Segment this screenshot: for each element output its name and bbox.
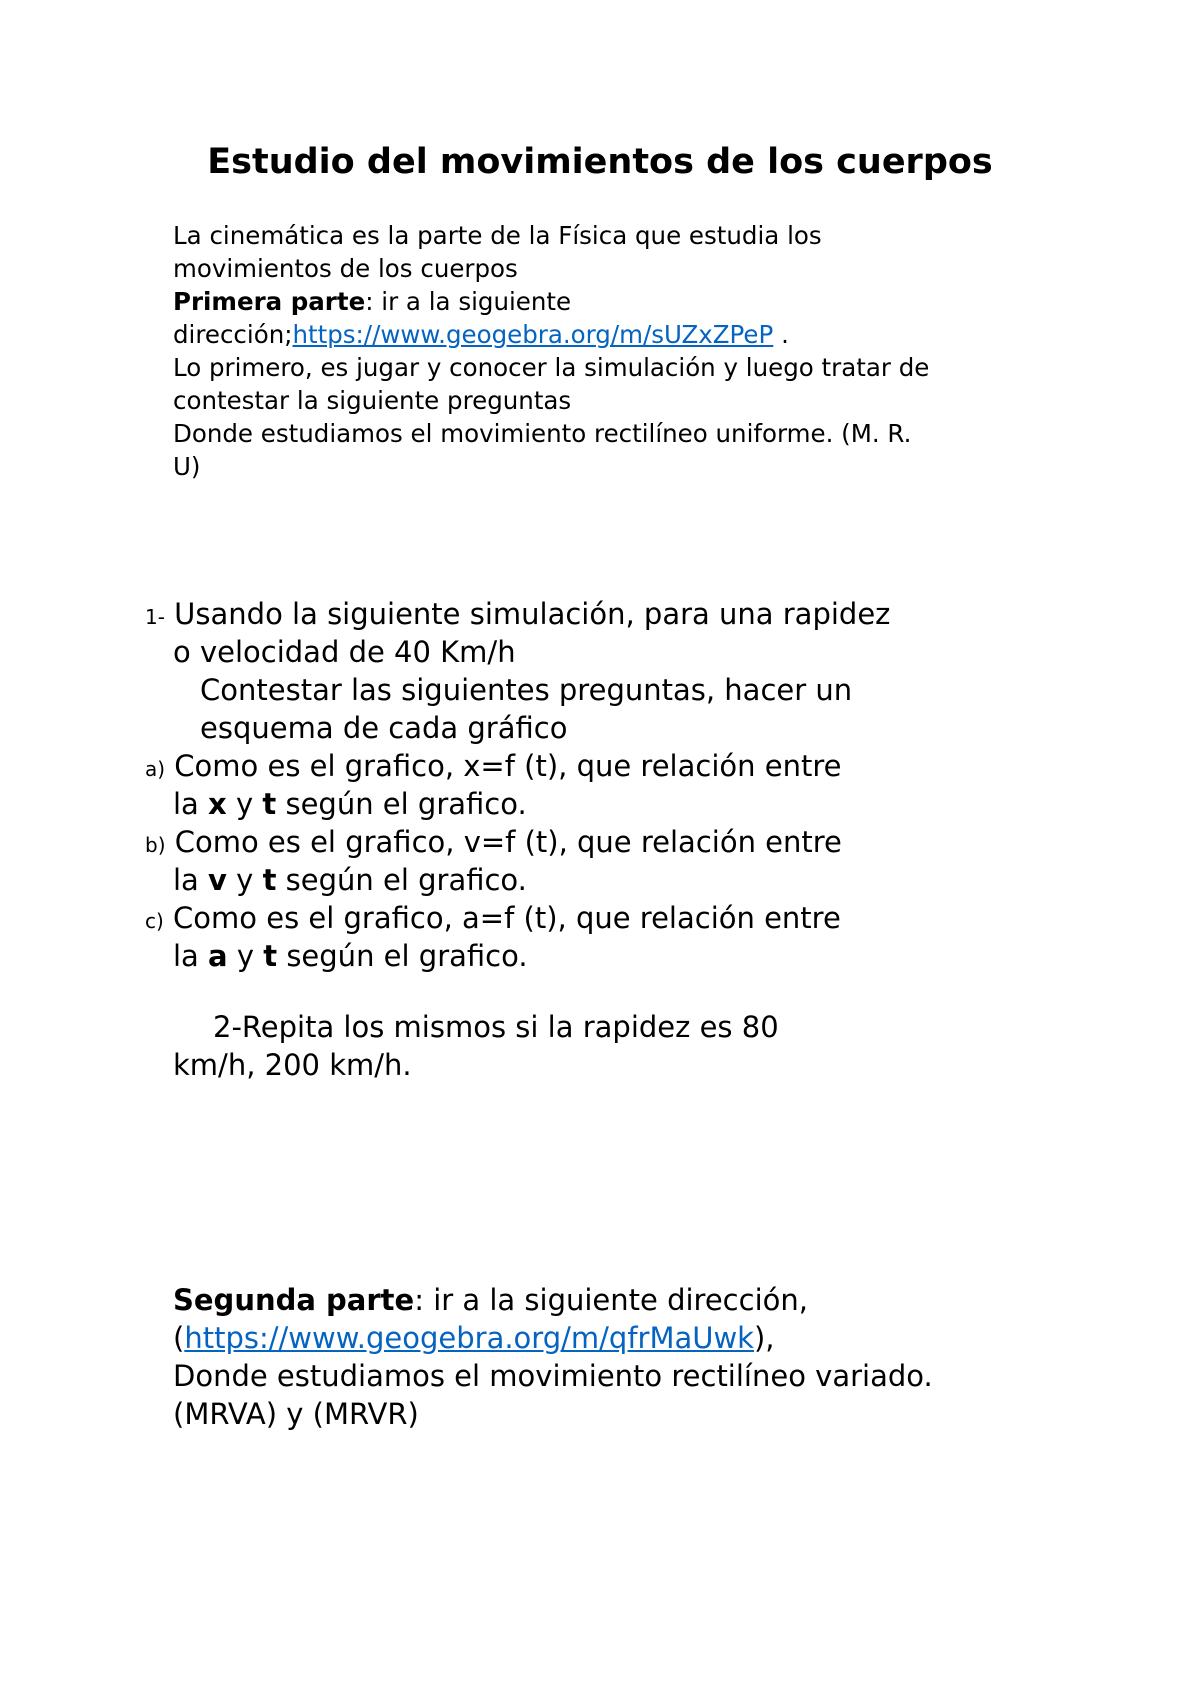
item-b-text: Como es el grafico, v=f (t), que relación entre: [165, 825, 842, 859]
item-a-pre: la: [173, 787, 209, 821]
part2-close: ),: [753, 1321, 775, 1355]
item-b-post: según el grafico.: [276, 863, 527, 897]
intro-line-5: Lo primero, es jugar y conocer la simulación y luego tratar de: [173, 353, 930, 382]
item-b-label: b): [145, 833, 166, 857]
part1-label: Primera parte: [173, 287, 366, 316]
part2-line-4: (MRVA) y (MRVR): [173, 1397, 419, 1431]
item-c-var: a: [208, 939, 228, 973]
item-c-text: Como es el grafico, a=f (t), que relación entre: [163, 901, 841, 935]
q1-line-3: Contestar las siguientes preguntas, hacer un: [200, 673, 853, 707]
q2-line-2: km/h, 200 km/h.: [173, 1048, 412, 1082]
item-b-pre: la: [173, 863, 209, 897]
intro-line-1: La cinemática es la parte de la Física que estudia los: [173, 221, 822, 250]
q1-item-b: [145, 825, 842, 859]
item-a-mid: y: [226, 787, 263, 821]
direction-prefix: dirección;: [173, 320, 293, 349]
q1-text-1: Usando la siguiente simulación, para una rapidez: [164, 597, 891, 631]
q1-number: 1-: [145, 605, 165, 629]
intro-line-8: U): [173, 452, 201, 481]
part2-open: (: [173, 1321, 185, 1355]
part2-rest: : ir a la siguiente dirección,: [414, 1283, 808, 1317]
geogebra-link-2[interactable]: https://www.geogebra.org/m/qfrMaUwk: [184, 1321, 754, 1355]
item-b-var: v: [208, 863, 227, 897]
item-c-mid: y: [227, 939, 264, 973]
part2-line-2: [173, 1321, 775, 1355]
intro-line-2: movimientos de los cuerpos: [173, 254, 518, 283]
item-a-var: x: [208, 787, 227, 821]
q1-item-a: [145, 749, 841, 783]
item-c-post: según el grafico.: [277, 939, 528, 973]
item-b-t: t: [262, 863, 277, 897]
intro-direction-line: [173, 320, 789, 349]
item-a-t: t: [262, 787, 277, 821]
q1-item-a-line-2: [173, 787, 527, 821]
intro-part1-line: [173, 287, 571, 316]
part1-rest: : ir a la siguiente: [365, 287, 572, 316]
intro-line-7: Donde estudiamos el movimiento rectilíneo uniforme. (M. R.: [173, 419, 912, 448]
item-b-mid: y: [226, 863, 263, 897]
q1-line-1: [145, 597, 890, 631]
item-a-label: a): [145, 757, 166, 781]
q1-item-c-line-2: [173, 939, 528, 973]
part2-line-3: Donde estudiamos el movimiento rectilíneo variado.: [173, 1359, 933, 1393]
intro-line-6: contestar la siguiente preguntas: [173, 386, 572, 415]
item-c-pre: la: [173, 939, 209, 973]
geogebra-link-1[interactable]: https://www.geogebra.org/m/sUZxZPeP: [292, 320, 774, 349]
q1-line-4: esquema de cada gráfico: [200, 711, 568, 745]
q1-item-c: [145, 901, 841, 935]
part2-line-1: [173, 1283, 808, 1317]
item-c-label: c): [145, 909, 164, 933]
item-a-text: Como es el grafico, x=f (t), que relación entre: [165, 749, 842, 783]
page-title: Estudio del movimientos de los cuerpos: [207, 142, 993, 182]
q1-line-2: o velocidad de 40 Km/h: [173, 635, 516, 669]
item-c-t: t: [263, 939, 278, 973]
q1-item-b-line-2: [173, 863, 527, 897]
part2-label: Segunda parte: [173, 1283, 415, 1317]
link1-after: .: [773, 320, 789, 349]
item-a-post: según el grafico.: [276, 787, 527, 821]
q2-line-1: 2-Repita los mismos si la rapidez es 80: [213, 1010, 779, 1044]
